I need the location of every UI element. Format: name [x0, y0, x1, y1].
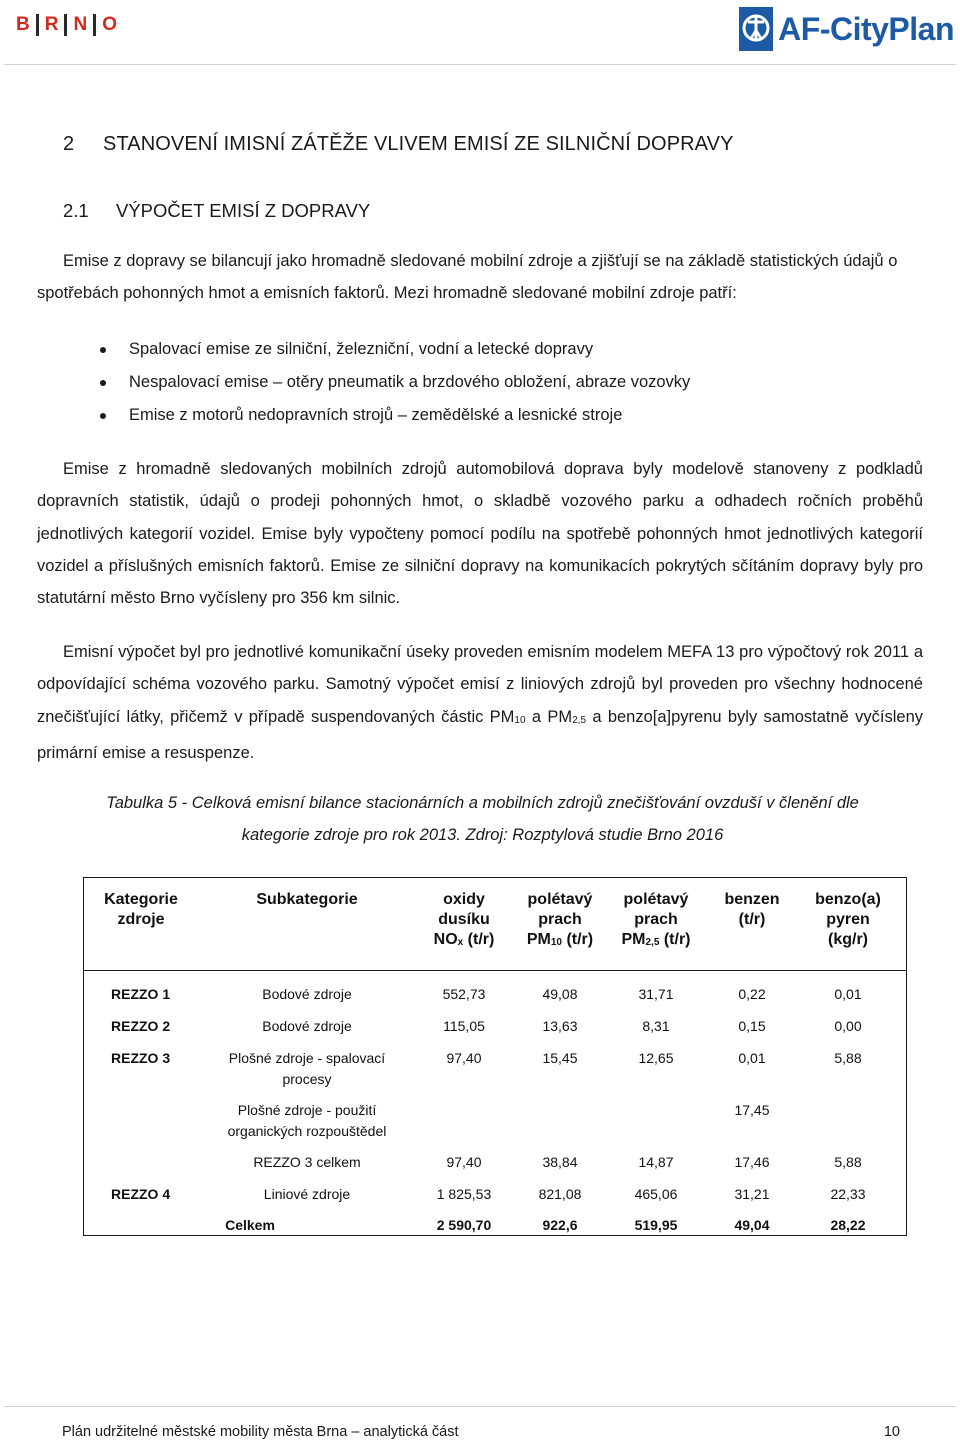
- table-cell: 97,40: [446, 1050, 482, 1066]
- subsection-title: VÝPOČET EMISÍ Z DOPRAVY: [116, 200, 371, 221]
- header-text: polétavý: [527, 891, 593, 908]
- table-cell: Celkem: [225, 1217, 275, 1233]
- header-benzen: [704, 890, 800, 930]
- header-text: PM: [526, 931, 551, 948]
- table-cell: 17,46: [734, 1154, 770, 1170]
- table-cell: 8,31: [642, 1018, 670, 1034]
- section-number: 2: [63, 133, 75, 155]
- list-item-text: Emise z motorů nedopravních strojů – zemědělské a lesnické stroje: [129, 406, 623, 424]
- list-item: [100, 333, 690, 366]
- bullet-list: [100, 333, 690, 432]
- table-cell: 0,22: [738, 986, 766, 1002]
- header-divider: [4, 64, 956, 65]
- brno-logo-divider: [93, 14, 96, 36]
- table-cell: 17,45: [734, 1102, 770, 1118]
- cell-text: organických rozpouštědel: [227, 1123, 387, 1139]
- table-cell: 31,21: [734, 1186, 770, 1202]
- table-cell: Bodové zdroje: [262, 1018, 352, 1034]
- header-pm25: [608, 890, 704, 953]
- header-text: oxidy: [443, 891, 485, 908]
- table-cell: 5,88: [834, 1154, 862, 1170]
- table-cell: 5,88: [834, 1050, 862, 1066]
- caption-line-2: kategorie zdroje pro rok 2013. Zdroj: Rozptylová studie Brno 2016: [241, 826, 724, 845]
- table-cell: REZZO 1: [111, 986, 171, 1002]
- header-text: dusíku: [438, 911, 490, 928]
- brno-letter-o: O: [102, 14, 117, 35]
- paragraph-text: Emisní výpočet byl pro jednotlivé komunikační úseky proveden emisním modelem MEFA 13 pro výpočtový rok 2011 a odpovídající schéma vozového parku. Samotný výpočet emisí z liniových zdrojů byl proveden pro všechny hodnocené znečišťující látky, přičemž v případě suspendovaných částic PM: [37, 643, 923, 726]
- subscript-2-5: 2,5: [572, 714, 587, 726]
- header-text: prach: [634, 911, 678, 928]
- footer-divider: [4, 1406, 956, 1407]
- bullet-icon: [100, 413, 106, 419]
- cell-text: procesy: [282, 1071, 332, 1087]
- table-cell: 31,71: [638, 986, 674, 1002]
- paragraph-text: a benzo[a]pyrenu byly samostatně vyčísleny primární emise a resuspenze.: [37, 707, 923, 762]
- table-cell: Liniové zdroje: [263, 1186, 351, 1202]
- table-cell: 49,04: [734, 1217, 770, 1233]
- table-cell: 28,22: [830, 1217, 866, 1233]
- table-cell: REZZO 2: [111, 1018, 171, 1034]
- table-cell: REZZO 4: [111, 1186, 171, 1202]
- paragraph-emissions-model: Emise z hromadně sledovaných mobilních zdrojů automobilová doprava byly modelově stanoveny z podkladů dopravních statistik, údajů o prodeji pohonných hmot, o skladbě vozového parku a odhadech ročních proběhů jednotlivých kategorií vozidel. Emise byly vypočteny pomocí podílu na spotřebě pohonných hmot jednotlivých kategorií vozidel a příslušných emisních faktorů. Emise ze silniční dopravy na komunikacích pokrytých sčítáním dopravy byly pro statutární město Brno vyčísleny pro 356 km silnic.: [37, 460, 923, 608]
- section-heading: [63, 133, 734, 156]
- paragraph-text: a PM: [525, 707, 573, 726]
- table-cell: REZZO 3 celkem: [253, 1154, 361, 1170]
- header-text: (t/r): [659, 931, 691, 948]
- brno-letter-b: B: [16, 14, 30, 35]
- subscript-2-5: 2,5: [645, 937, 660, 948]
- table-cell: 0,01: [834, 986, 862, 1002]
- header-text: (t/r): [738, 911, 766, 928]
- footer-document-title: Plán udržitelné městské mobility města Brna – analytická část: [62, 1424, 459, 1440]
- subsection-heading: [63, 200, 370, 222]
- header-nox: [416, 890, 512, 953]
- paragraph-intro: Emise z dopravy se bilancují jako hromadně sledované mobilní zdroje a zjišťují se na základě statistických údajů o spotřebách pohonných hmot a emisních faktorů. Mezi hromadně sledované mobilní zdroje patří:: [37, 252, 898, 303]
- header-text: [608, 930, 704, 953]
- header-text: polétavý: [623, 891, 689, 908]
- header-text: [512, 930, 608, 953]
- list-item: [100, 366, 690, 399]
- subsection-number: 2.1: [63, 200, 89, 221]
- table-cell: 552,73: [442, 986, 486, 1002]
- header-text: zdroje: [117, 911, 165, 928]
- table-cell: [212, 1048, 402, 1090]
- table-cell: 38,84: [542, 1154, 578, 1170]
- brno-logo-divider: [64, 14, 67, 36]
- af-cityplan-logo: [738, 6, 954, 52]
- subscript-10: 10: [550, 937, 562, 948]
- table-cell: 821,08: [538, 1186, 582, 1202]
- table-cell: 14,87: [638, 1154, 674, 1170]
- table-cell: 13,63: [542, 1018, 578, 1034]
- header-text: benzen: [724, 891, 780, 908]
- header-text: (t/r): [562, 931, 594, 948]
- table-cell: 22,33: [830, 1186, 866, 1202]
- table-cell: Bodové zdroje: [262, 986, 352, 1002]
- header-text: prach: [538, 911, 582, 928]
- table-cell: 465,06: [634, 1186, 678, 1202]
- cell-text: Plošné zdroje - spalovací: [228, 1050, 386, 1066]
- caption-line-1: Tabulka 5 - Celková emisní bilance stacionárních a mobilních zdrojů znečišťování ovzduší v členění dle: [106, 794, 859, 812]
- brno-logo-divider: [36, 14, 39, 36]
- header-text: [416, 930, 512, 953]
- table-cell: [212, 1100, 402, 1142]
- bullet-icon: [100, 380, 106, 386]
- table-cell: 519,95: [634, 1217, 678, 1233]
- table-cell: 115,05: [443, 1018, 485, 1034]
- brno-letter-n: N: [73, 14, 88, 35]
- table-cell: 12,65: [638, 1050, 674, 1066]
- list-item: [100, 399, 690, 432]
- paragraph-emission-calculation: [37, 636, 923, 769]
- list-item-text: Nespalovací emise – otěry pneumatik a brzdového obložení, abraze vozovky: [129, 373, 691, 391]
- header-text: (t/r): [463, 931, 495, 948]
- table-cell: 0,01: [738, 1050, 766, 1066]
- subscript-x: x: [457, 937, 464, 948]
- header-text: pyren: [826, 911, 870, 928]
- header-text: benzo(a): [815, 891, 881, 908]
- subscript-10: 10: [514, 714, 526, 726]
- page-number: 10: [883, 1424, 900, 1440]
- header-text: Kategorie: [104, 891, 178, 908]
- table-caption: [60, 787, 905, 852]
- af-cityplan-wordmark: AF-CityPlan: [778, 10, 954, 47]
- table-cell: 2 590,70: [436, 1217, 492, 1233]
- header-bap: [800, 890, 896, 950]
- cell-text: Plošné zdroje - použití: [237, 1102, 377, 1118]
- table-cell: 922,6: [542, 1217, 578, 1233]
- header-text: NO: [433, 931, 458, 948]
- table-cell: 97,40: [446, 1154, 482, 1170]
- header-text: PM: [621, 931, 646, 948]
- bullet-icon: [100, 347, 106, 353]
- table-cell: REZZO 3: [111, 1050, 171, 1066]
- section-title: STANOVENÍ IMISNÍ ZÁTĚŽE VLIVEM EMISÍ ZE SILNIČNÍ DOPRAVY: [103, 133, 734, 155]
- brno-letter-r: R: [44, 14, 59, 35]
- table-cell: 15,45: [542, 1050, 578, 1066]
- brno-logo: [16, 14, 117, 36]
- emission-table: [83, 877, 907, 1236]
- table-cell: 0,00: [834, 1018, 862, 1034]
- list-item-text: Spalovací emise ze silniční, železniční, vodní a letecké dopravy: [129, 340, 594, 358]
- table-cell: 0,15: [738, 1018, 766, 1034]
- table-cell: 49,08: [542, 986, 578, 1002]
- header-bottom-rule: [84, 970, 906, 971]
- header-subkategorie: Subkategorie: [256, 891, 358, 908]
- header-text: (kg/r): [828, 931, 868, 948]
- table-cell: 1 825,53: [436, 1186, 492, 1202]
- header-kategorie: [88, 890, 194, 930]
- af-emblem-icon: [738, 6, 774, 52]
- header-pm10: [512, 890, 608, 953]
